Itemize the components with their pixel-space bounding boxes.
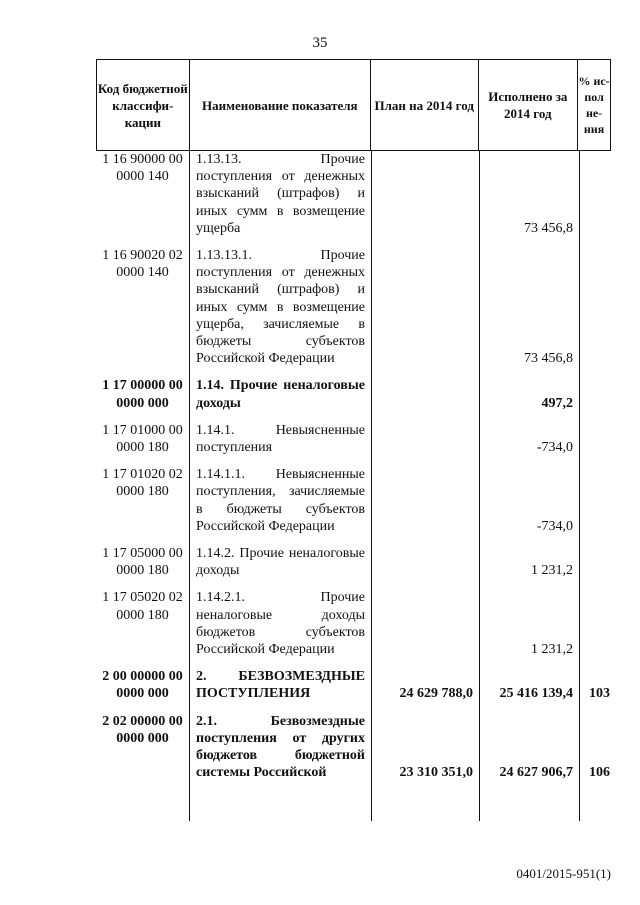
table-header — [96, 59, 611, 151]
row-percent: 106 — [589, 765, 610, 781]
row-plan — [371, 247, 479, 367]
row-percent: 103 — [589, 686, 610, 702]
document-code: 0401/2015-951(1) — [516, 866, 611, 881]
table-row — [96, 545, 611, 579]
row-code: 1 16 90020 02 0000 140 — [102, 248, 183, 281]
row-percent — [579, 247, 611, 367]
row-percent — [579, 466, 611, 535]
row-done: 25 416 139,4 — [499, 686, 573, 702]
row-code: 2 02 00000 00 0000 000 — [102, 713, 183, 746]
row-name: 2.1. Безвозмездные поступления от других бюджетов бюджетной системы Российской — [196, 713, 365, 781]
row-percent — [579, 151, 611, 237]
row-done: 24 627 906,7 — [499, 765, 573, 781]
row-code: 1 17 00000 00 0000 000 — [102, 378, 183, 411]
row-code: 2 00 00000 00 0000 000 — [102, 669, 183, 702]
table-row — [96, 377, 611, 411]
row-done: 497,2 — [541, 395, 573, 411]
row-plan — [371, 151, 479, 237]
row-name: 1.14.2. Прочие неналоговые доходы — [196, 546, 365, 579]
row-name: 2. БЕЗВОЗМЕЗДНЫЕ ПОСТУПЛЕНИЯ — [196, 669, 365, 702]
row-plan — [371, 466, 479, 535]
table-row — [96, 668, 611, 702]
row-percent — [579, 422, 611, 456]
row-plan: 23 310 351,0 — [399, 765, 473, 781]
row-done: 1 231,2 — [531, 642, 573, 658]
table-row — [96, 247, 611, 367]
header-done: Исполнено за 2014 год — [479, 60, 579, 150]
row-name: 1.13.13.1. Прочие поступления от денежных взысканий (штрафов) и иных сумм в возмещение ущерба, зачисляемые в бюджеты субъектов Российской Федерации — [196, 248, 365, 367]
row-percent — [579, 377, 611, 411]
row-code: 1 17 05020 02 0000 180 — [102, 590, 183, 623]
row-code: 1 17 01020 02 0000 180 — [102, 467, 183, 500]
row-code: 1 17 01000 00 0000 180 — [102, 422, 183, 456]
row-name: 1.14. Прочие неналоговые доходы — [196, 378, 365, 411]
row-name: 1.14.1.1. Невыясненные поступления, зачисляемые в бюджеты субъектов Российской Федерации — [196, 467, 365, 534]
row-done: 73 456,8 — [524, 220, 573, 236]
table-row — [96, 151, 611, 237]
table-body — [96, 151, 611, 792]
row-plan — [371, 589, 479, 658]
row-name: 1.14.1. Невыясненные поступления — [196, 422, 365, 456]
page-number: 35 — [312, 35, 328, 51]
header-name: Наименование показателя — [190, 60, 371, 150]
header-code: Код бюджетной классифи-кации — [97, 60, 190, 150]
row-code: 1 16 90000 00 0000 140 — [102, 152, 183, 185]
row-done: -734,0 — [536, 440, 573, 456]
row-name: 1.14.2.1. Прочие неналоговые доходы бюджетов субъектов Российской Федерации — [196, 590, 365, 658]
row-plan — [371, 422, 479, 456]
row-done: -734,0 — [536, 518, 573, 534]
row-code: 1 17 05000 00 0000 180 — [102, 546, 183, 579]
row-plan — [371, 545, 479, 579]
table-row — [96, 589, 611, 658]
row-plan — [371, 377, 479, 411]
row-done: 1 231,2 — [531, 563, 573, 579]
row-done: 73 456,8 — [524, 351, 573, 367]
table-row — [96, 466, 611, 535]
row-percent — [579, 589, 611, 658]
header-percent: % ис-пол не-ния — [578, 74, 610, 136]
table-row — [96, 422, 611, 456]
row-name: 1.13.13. Прочие поступления от денежных взысканий (штрафов) и иных сумм в возмещение ущерба — [196, 152, 365, 236]
table-row — [96, 713, 611, 782]
row-plan: 24 629 788,0 — [399, 686, 473, 702]
row-percent — [579, 545, 611, 579]
header-plan: План на 2014 год — [371, 60, 479, 150]
